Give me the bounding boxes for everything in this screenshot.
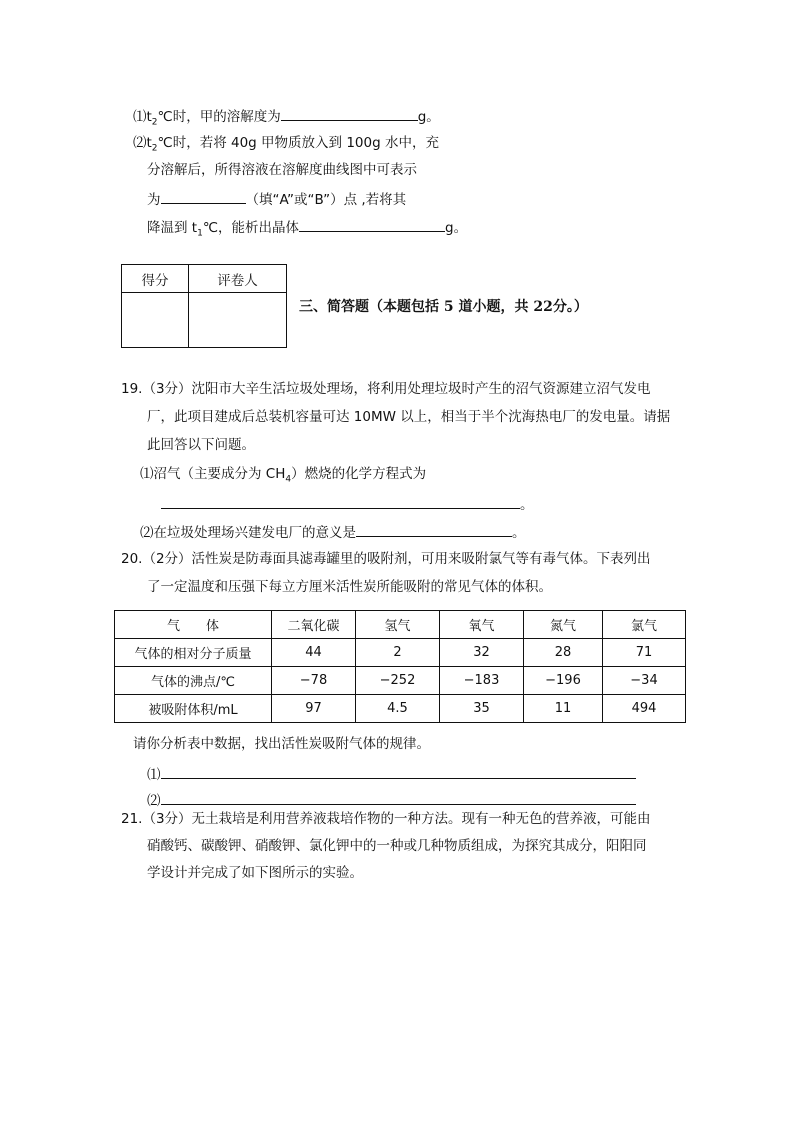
table-cell: 44 bbox=[272, 639, 356, 667]
table-cell: 2 bbox=[356, 639, 440, 667]
q19-part1-answer: 。 bbox=[161, 494, 534, 514]
q20-answer-1: ⑴ bbox=[147, 764, 636, 784]
table-cell: 二氧化碳 bbox=[272, 611, 356, 639]
score-label: 得分 bbox=[122, 265, 189, 293]
table-cell: 氢气 bbox=[356, 611, 440, 639]
table-cell: −78 bbox=[272, 667, 356, 695]
table-cell: 气体的沸点/℃ bbox=[115, 667, 272, 695]
table-cell: 气 体 bbox=[115, 611, 272, 639]
table-cell: 4.5 bbox=[356, 695, 440, 723]
q21-line2: 硝酸钙、碳酸钾、硝酸钾、氯化钾中的一种或几种物质组成，为探究其成分，阳阳同 bbox=[147, 838, 647, 854]
table-cell: 被吸附体积/mL bbox=[115, 695, 272, 723]
gas-adsorption-table bbox=[114, 610, 686, 723]
answer-blank[interactable] bbox=[161, 790, 636, 805]
table-cell: 32 bbox=[440, 639, 524, 667]
q20-instruction: 请你分析表中数据，找出活性炭吸附气体的规律。 bbox=[133, 736, 430, 752]
answer-blank[interactable] bbox=[161, 764, 636, 779]
section-heading: 三、简答题（本题包括 5 道小题，共 22分。） bbox=[299, 299, 588, 315]
table-cell: 气体的相对分子质量 bbox=[115, 639, 272, 667]
q20-line1: 20.（2分）活性炭是防毒面具滤毒罐里的吸附剂，可用来吸附氯气等有毒气体。下表列出 bbox=[121, 551, 651, 567]
table-cell: 97 bbox=[272, 695, 356, 723]
table-cell: 氮气 bbox=[524, 611, 603, 639]
table-row bbox=[115, 639, 686, 667]
grader-cell[interactable] bbox=[189, 293, 287, 348]
q18-part1: $⑴t_2℃$时，甲的溶解度为 g。 bbox=[133, 106, 440, 132]
q18-part2-line3: 为 （填“A”或“B”）点 ,若将其 bbox=[147, 189, 406, 209]
table-cell: 35 bbox=[440, 695, 524, 723]
q19-line2: 厂，此项目建成后总装机容量可达 10MW 以上，相当于半个沈海热电厂的发电量。请据 bbox=[147, 409, 671, 425]
q21-line3: 学设计并完成了如下图所示的实验。 bbox=[147, 865, 363, 881]
table-cell: 494 bbox=[603, 695, 686, 723]
answer-blank[interactable] bbox=[161, 494, 520, 509]
table-header-row bbox=[115, 611, 686, 639]
table-cell: −34 bbox=[603, 667, 686, 695]
score-cell[interactable] bbox=[122, 293, 189, 348]
score-box bbox=[121, 264, 287, 348]
q19-part2: ⑵在垃圾处理场兴建发电厂的意义是 。 bbox=[140, 522, 526, 542]
table-cell: 11 bbox=[524, 695, 603, 723]
table-row bbox=[115, 667, 686, 695]
q18-part2-line1: $⑵t_2℃$时，若将 40g 甲物质放入到 100g 水中，充 bbox=[133, 135, 439, 154]
answer-blank[interactable] bbox=[161, 189, 246, 204]
q20-answer-2: ⑵ bbox=[147, 790, 636, 810]
grader-label: 评卷人 bbox=[189, 265, 287, 293]
q19-line3: 此回答以下问题。 bbox=[147, 437, 255, 453]
table-cell: 28 bbox=[524, 639, 603, 667]
q18-part2-line4: 降温到 $t_1℃$，能析出晶体 g。 bbox=[147, 217, 467, 243]
q21-line1: 21.（3分）无土栽培是利用营养液栽培作物的一种方法。现有一种无色的营养液，可能由 bbox=[121, 811, 651, 827]
q19-part1: ⑴沼气（主要成分为 $CH_4$）燃烧的化学方程式为 bbox=[140, 466, 427, 485]
table-row bbox=[115, 695, 686, 723]
answer-blank[interactable] bbox=[299, 217, 445, 232]
answer-blank[interactable] bbox=[281, 106, 418, 121]
table-cell: 氧气 bbox=[440, 611, 524, 639]
table-cell: 71 bbox=[603, 639, 686, 667]
q20-line2: 了一定温度和压强下每立方厘米活性炭所能吸附的常见气体的体积。 bbox=[147, 579, 552, 595]
answer-blank[interactable] bbox=[356, 522, 512, 537]
table-cell: −252 bbox=[356, 667, 440, 695]
q19-line1: 19.（3分）沈阳市大辛生活垃圾处理场，将利用处理垃圾时产生的沼气资源建立沼气发电 bbox=[121, 381, 651, 397]
table-cell: −196 bbox=[524, 667, 603, 695]
table-cell: −183 bbox=[440, 667, 524, 695]
table-cell: 氯气 bbox=[603, 611, 686, 639]
q18-part2-line2: 分溶解后，所得溶液在溶解度曲线图中可表示 bbox=[147, 162, 417, 178]
